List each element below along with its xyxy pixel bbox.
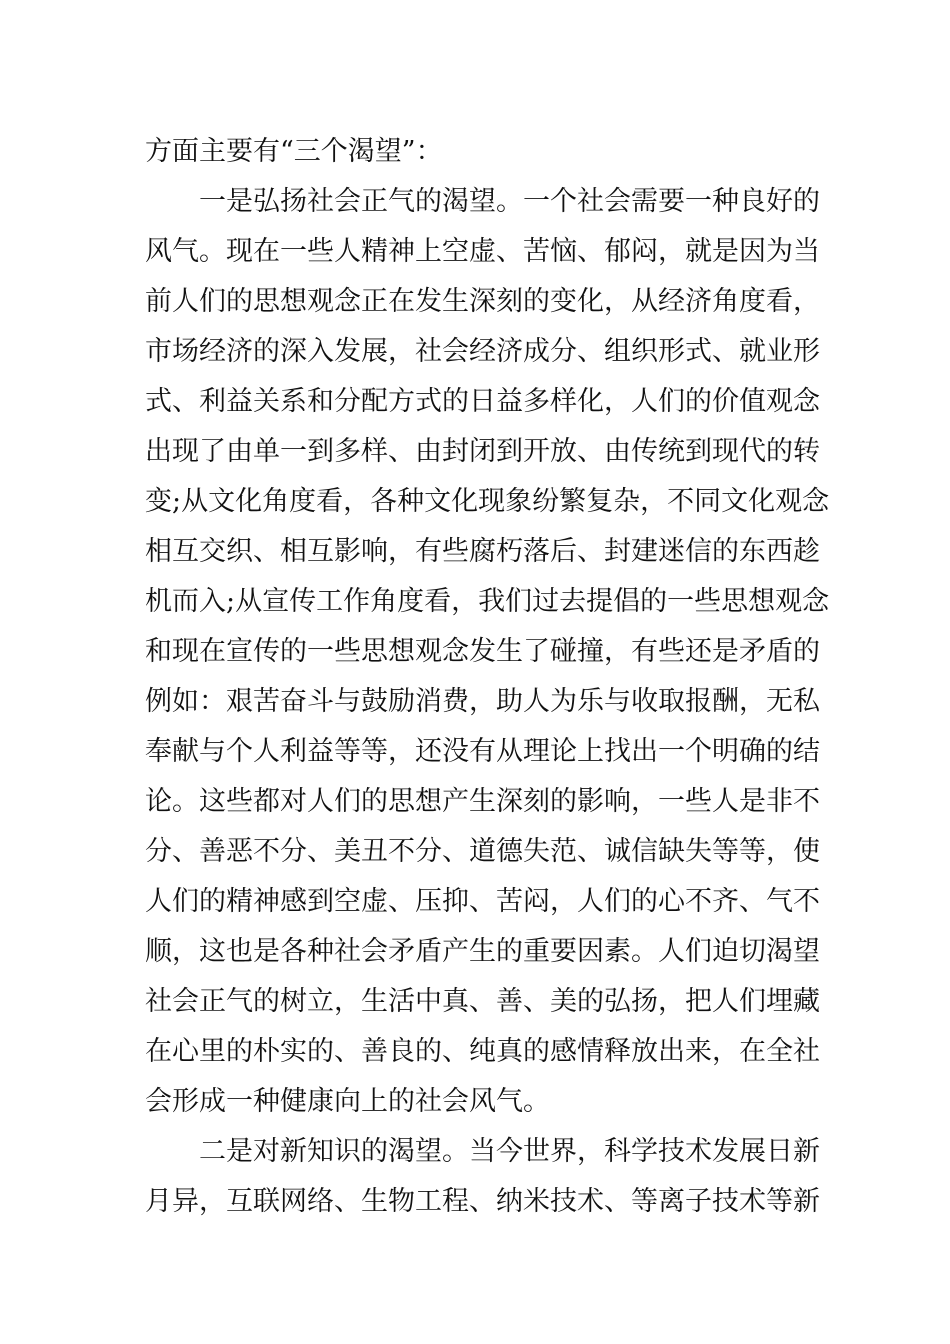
text-line: 顺，这也是各种社会矛盾产生的重要因素。人们迫切渴望: [145, 936, 820, 967]
text-line: 机而入;从宣传工作角度看，我们过去提倡的一些思想观念: [145, 586, 830, 617]
text-line: 奉献与个人利益等等，还没有从理论上找出一个明确的结: [145, 736, 820, 767]
document-body: [145, 127, 830, 1227]
text-line: 变;从文化角度看，各种文化现象纷繁复杂，不同文化观念: [145, 486, 830, 517]
text-line: 月异，互联网络、生物工程、纳米技术、等离子技术等新: [145, 1186, 820, 1217]
text-line: 人们的精神感到空虚、压抑、苦闷，人们的心不齐、气不: [145, 886, 820, 917]
text-line: 方面主要有“三个渴望”：: [145, 136, 443, 167]
text-line: 相互交织、相互影响，有些腐朽落后、封建迷信的东西趁: [145, 536, 820, 567]
text-line: 在心里的朴实的、善良的、纯真的感情释放出来，在全社: [145, 1036, 820, 1067]
paragraph-first-line: 一是弘扬社会正气的渴望。一个社会需要一种良好的: [199, 186, 820, 217]
text-line: 市场经济的深入发展，社会经济成分、组织形式、就业形: [145, 336, 820, 367]
text-line: 前人们的思想观念正在发生深刻的变化，从经济角度看，: [145, 286, 820, 317]
text-line: 风气。现在一些人精神上空虚、苦恼、郁闷，就是因为当: [145, 236, 820, 267]
paragraph-first-line: 二是对新知识的渴望。当今世界，科学技术发展日新: [199, 1136, 820, 1167]
text-line: 会形成一种健康向上的社会风气。: [145, 1086, 550, 1117]
text-line: 式、利益关系和分配方式的日益多样化，人们的价值观念: [145, 386, 820, 417]
text-line: 社会正气的树立，生活中真、善、美的弘扬，把人们埋藏: [145, 986, 820, 1017]
text-line: 出现了由单一到多样、由封闭到开放、由传统到现代的转: [145, 436, 820, 467]
text-line: 分、善恶不分、美丑不分、道德失范、诚信缺失等等，使: [145, 836, 820, 867]
text-line: 和现在宣传的一些思想观念发生了碰撞，有些还是矛盾的: [145, 636, 820, 667]
text-line: 例如：艰苦奋斗与鼓励消费，助人为乐与收取报酬，无私: [145, 686, 820, 717]
text-line: 论。这些都对人们的思想产生深刻的影响，一些人是非不: [145, 786, 820, 817]
